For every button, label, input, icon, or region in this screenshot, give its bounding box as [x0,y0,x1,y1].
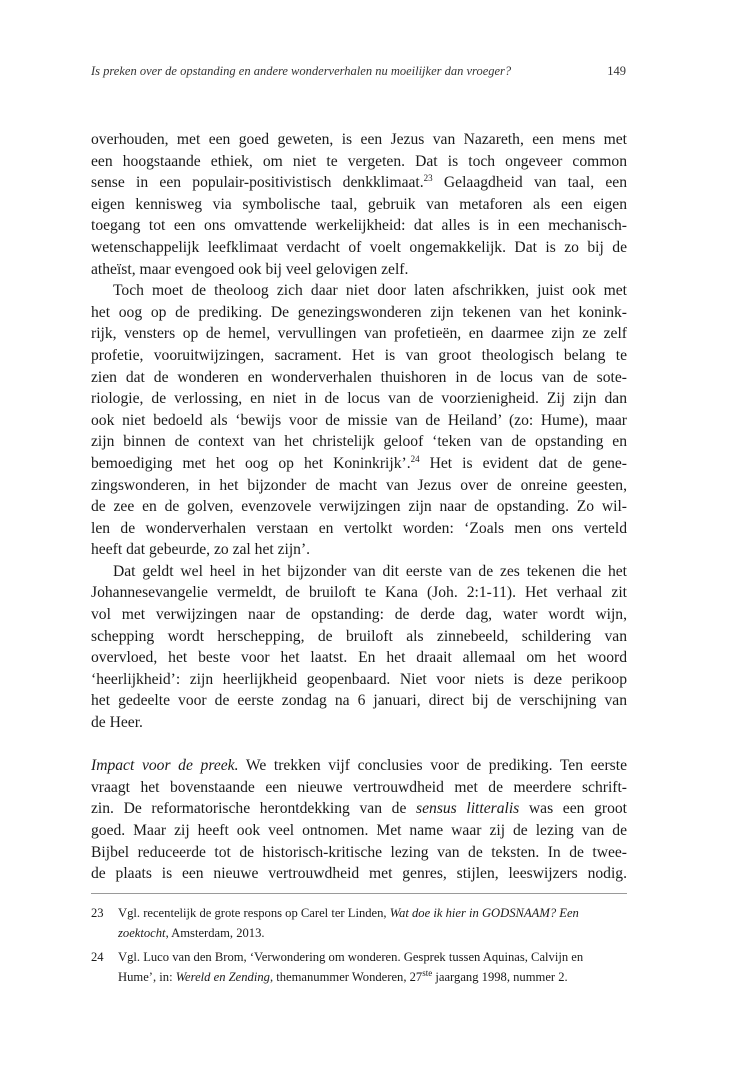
text-line: sense in een populair-positivistisch denkklimaat.$^{23}$ Gelaagdheid van taal, een [91,173,627,192]
paragraph-gap [91,734,627,756]
text-line: Toch moet de theoloog zich daar niet door laten afschrikken, juist ook met [113,282,627,300]
text-line: de plaats is een nieuwe vertrouwdheid met genres, stijlen, leeswijzers nodig. [91,865,627,883]
text-line: len de wonderverhalen verstaan en vertolkt worden: ‘Zoals men ons verteld [91,519,627,537]
text-line: Bijbel reduceerde tot de historisch-kritische lezing van de teksten. In de twee- [91,843,627,861]
text-line: zijn binnen de context van het christelijk geloof ‘teken van de opstanding en [91,433,627,451]
text-line: overvloed, het beste voor het laatst. En het draait allemaal om het woord [91,649,627,667]
text-line: het gedeelte voor de eerste zondag na 6 januari, direct bij de verschijning van [91,692,627,710]
text-line: overhouden, met een goed geweten, is een Jezus van Nazareth, een mens met [91,131,627,148]
text-line: wetenschappelijk leefklimaat verdacht of voelt ongemakkelijk. Dat is zo bij de [91,238,627,256]
text-line: Johannesevangelie vermeldt, de bruiloft te Kana (Joh. 2:1-11). Het verhaal zit [91,584,627,602]
footnotes [91,903,627,991]
footnote-number: 23 [91,906,104,920]
text-line: schepping wordt herschepping, de bruiloft als zinnebeeld, schildering van [91,627,627,645]
running-title: Is preken over de opstanding en andere wonderverhalen nu moeilijker dan vroeger? [91,64,512,78]
text-line: vol met verwijzingen naar de opstanding: de derde dag, water wordt wijn, [91,606,627,624]
text-line: een hoogstaande ethiek, om niet te vergeten. Dat is toch ongeveer common [91,152,627,170]
section-lead: Impact voor de preek. [91,757,239,775]
text-line: ook niet bedoeld als ‘bewijs voor de missie van de Heiland’ (zo: Hume), maar [91,411,627,429]
text-line: zien dat de wonderen en wonderverhalen thuishoren in de locus van de sote- [91,368,627,386]
footnote-text: Vgl. recentelijk de grote respons op Carel ter Linden, Wat doe ik hier in GODSNAAM? Een zoektocht, Amsterdam, 2013. [118,906,579,940]
text-line: ‘heerlijkheid’: zijn heerlijkheid geopenbaard. Niet voor niets is deze perikoop [91,670,627,688]
footnote-number: 24 [91,950,104,964]
text-line: profetie, vooruitwijzingen, sacrament. Het is van groot theologisch belang te [91,346,627,364]
text-line: eigen kennisweg via symbolische taal, gebruik van metaforen als een eigen [91,195,627,213]
text-line: goed. Maar zij heeft ook veel ontnomen. Met name waar zij de lezing van de [91,822,627,839]
footnote-ref-23[interactable]: 23 [423,173,433,183]
text-line: de zee en de golven, evenzovele verwijzingen zijn naar de opstanding. Zo wil- [91,498,627,516]
text-line: vraagt het bovenstaande een nieuwe vertrouwdheid met de meerdere schrift- [91,778,627,796]
footnote-24 [91,947,627,987]
text-line: de Heer. [91,714,143,732]
footnote-23 [91,903,627,943]
text-line: zingswonderen, in het bijzonder de macht van Jezus over de onreine geesten, [91,476,627,494]
running-header [91,64,626,79]
text-line: Impact voor de preek. We trekken vijf conclusies voor de prediking. Ten eerste [91,757,627,775]
footnote-text: Vgl. Luco van den Brom, ‘Verwondering om wonderen. Gesprek tussen Aquinas, Calvijn en Hume’, in: Wereld en Zending, themanummer Wonderen, 27ste jaargang 1998, nummer 2. [118,950,584,984]
page-number: 149 [607,64,626,78]
text-line: atheïst, maar evengoed ook bij veel gelovigen zelf. [91,260,409,278]
footnote-divider [91,893,627,894]
footnote-ref-24[interactable]: 24 [410,453,420,464]
text-line: bemoediging met het oog op het Koninkrijk’.$^{24}$ Het is evident dat de gene- [91,453,627,472]
text-line: rijk, vensters op de hemel, vervullingen van profetieën, en daarmee zijn ze zelf [91,325,627,343]
text-line: toegang tot een ons omvattende werkelijkheid: dat alles is in een mechanisch- [91,217,627,235]
text-line: zin. De reformatorische herontdekking van de sensus litteralis was een groot [91,800,627,818]
main-text [91,129,627,885]
text-line: heeft dat gebeurde, zo zal het zijn’. [91,541,311,559]
text-line: Dat geldt wel heel in het bijzonder van dit eerste van de zes tekenen die het [113,562,627,580]
text-line: riologie, de verlossing, en niet in de locus van de voorzienigheid. Zij zijn dan [91,390,627,408]
text-line: het oog op de prediking. De genezingswonderen zijn tekenen van het konink- [91,303,627,321]
